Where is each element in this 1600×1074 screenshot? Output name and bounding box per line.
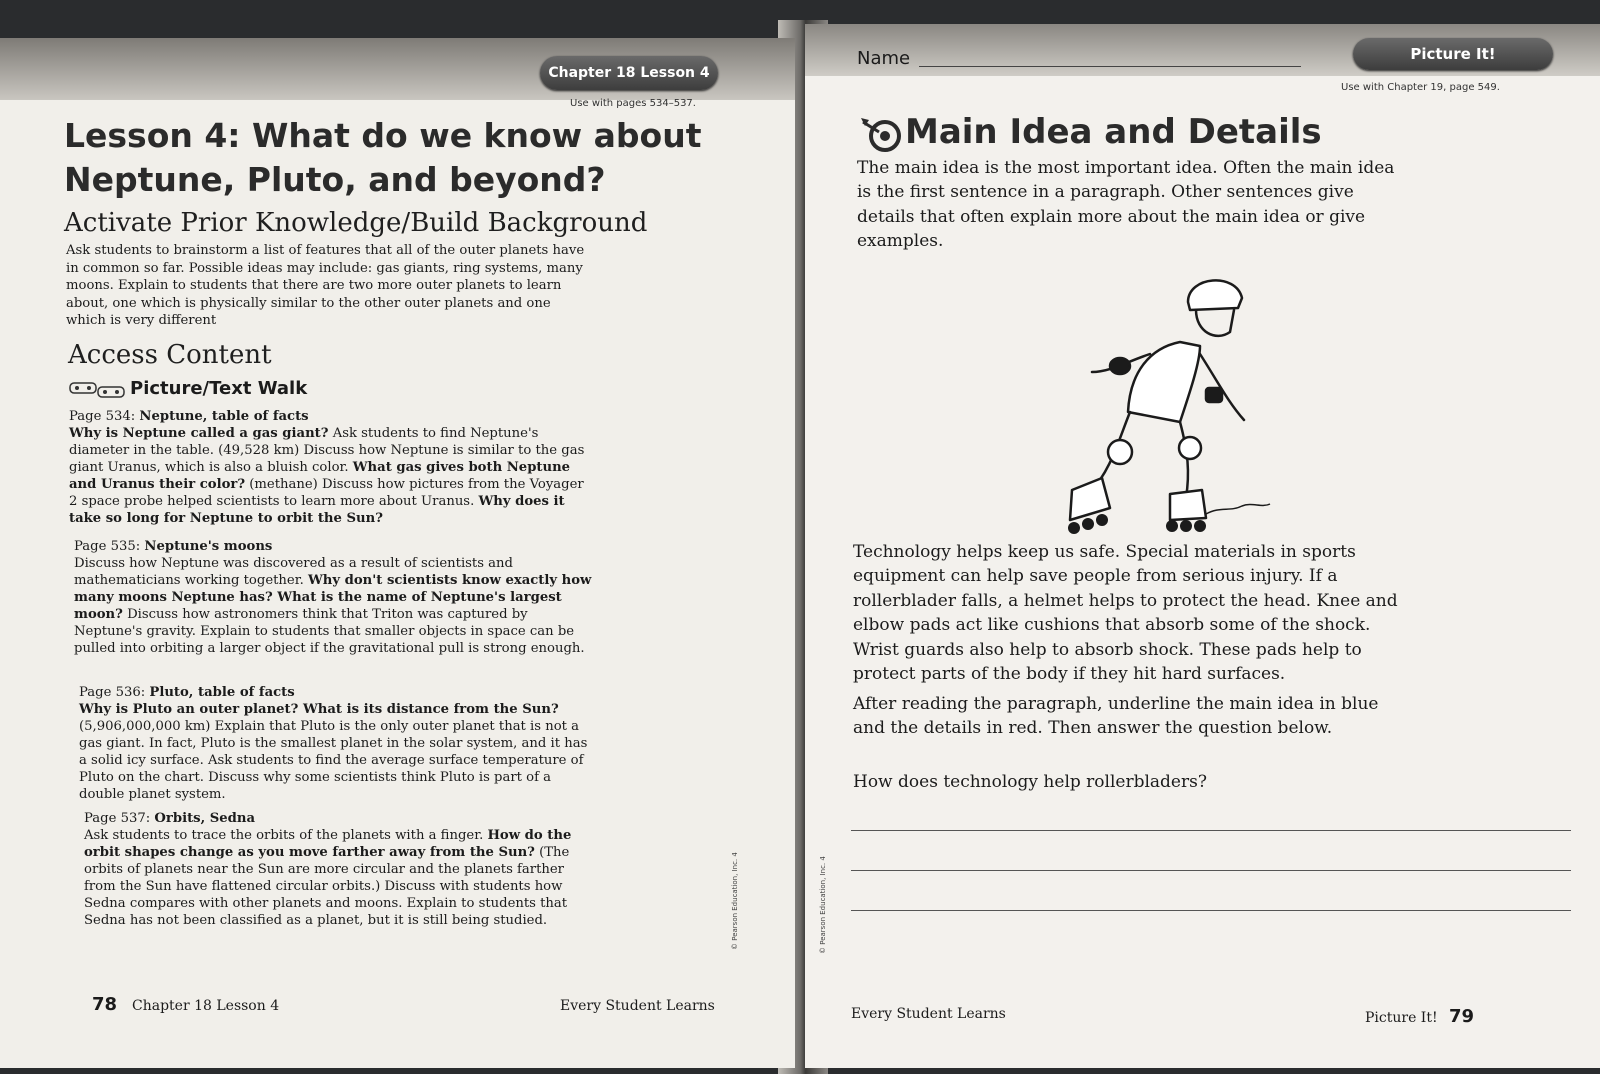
answer-line[interactable] bbox=[851, 870, 1571, 871]
section-topic: Pluto, table of facts bbox=[149, 685, 295, 700]
footer-label: Picture It! bbox=[1365, 1010, 1438, 1026]
picture-text-walk-heading: Picture/Text Walk bbox=[130, 378, 308, 399]
right-page bbox=[805, 24, 1600, 1068]
body-text: Ask students to trace the orbits of the planets with a finger. bbox=[84, 828, 488, 843]
question-text: How do the orbit shapes change as you move farther away from the Sun? bbox=[84, 828, 572, 860]
footer-series: Every Student Learns bbox=[851, 1006, 1006, 1022]
activate-text: Ask students to brainstorm a list of features that all of the outer planets have in common so far. Possible ideas may include: gas giants, ring systems, many moons. Explain to students that there are two more outer planets to learn about, one which is physically similar to the other outer planets and one which is very different bbox=[66, 243, 585, 329]
question-text: How does technology help rollerbladers? bbox=[853, 772, 1207, 792]
use-with-note: Use with Chapter 19, page 549. bbox=[1341, 82, 1500, 93]
worksheet-title: Main Idea and Details bbox=[905, 112, 1322, 152]
use-with-note: Use with pages 534–537. bbox=[570, 98, 696, 109]
lesson-title-line-1: Lesson 4: What do we know about bbox=[64, 116, 702, 155]
body-text: Discuss how astronomers think that Triton was captured by Neptune's gravity. Explain to students that smaller objects in space can be pulled into orbiting a larger object if the gravitational pull is strong enough. bbox=[74, 607, 585, 656]
copyright-note: © Pearson Education, Inc. 4 bbox=[819, 856, 827, 954]
question-text: Why is Pluto an outer planet? What is its distance from the Sun? bbox=[79, 702, 559, 717]
left-page bbox=[0, 38, 795, 1068]
section-topic: Orbits, Sedna bbox=[154, 811, 256, 826]
rollerblader-illustration bbox=[1030, 262, 1280, 552]
page-ref: Page 537: bbox=[84, 811, 151, 826]
access-content-heading: Access Content bbox=[68, 340, 272, 370]
question-text: Why is Neptune called a gas giant? bbox=[69, 426, 329, 441]
target-arrow-icon bbox=[859, 114, 907, 154]
lesson-title-line-2: Neptune, Pluto, and beyond? bbox=[64, 160, 606, 199]
section-page-537 bbox=[84, 810, 584, 929]
page-ref: Page 534: bbox=[69, 409, 136, 424]
activate-heading: Activate Prior Knowledge/Build Background bbox=[64, 208, 648, 238]
answer-line[interactable] bbox=[851, 910, 1571, 911]
question-text: Why don't scientists know exactly how many moons Neptune has? What is the name of Neptune's largest moon? bbox=[74, 573, 592, 622]
page-number: 78 bbox=[92, 994, 118, 1015]
page-ref: Page 535: bbox=[74, 539, 141, 554]
intro-text: The main idea is the most important idea. Often the main idea is the first sentence in a paragraph. Other sentences give details that often explain more about the main idea or give examples. bbox=[857, 158, 1395, 252]
page-ref: Page 536: bbox=[79, 685, 146, 700]
lesson-title bbox=[64, 114, 764, 202]
section-body bbox=[79, 702, 587, 802]
section-body bbox=[74, 556, 591, 656]
footer-chapter: Chapter 18 Lesson 4 bbox=[132, 998, 280, 1014]
chapter-lesson-tab: Chapter 18 Lesson 4 bbox=[540, 56, 718, 90]
body-text: (The orbits of planets near the Sun are more circular and the planets farther from the Sun have flattened circular orbits.) Discuss with students how Sedna compares with other planets and moons. Explain to students that Sedna has not been classified as a planet, but it is still being studied. bbox=[84, 845, 570, 928]
body-text: (5,906,000,000 km) Explain that Pluto is the only outer planet that is not a gas giant. In fact, Pluto is the smallest planet in the solar system, and it has a solid icy surface. Ask students to find the average surface temperature of Pluto on the chart. Discuss why some scientists think Pluto is part of a double planet system. bbox=[79, 719, 588, 802]
section-page-534 bbox=[69, 408, 589, 527]
section-topic: Neptune, table of facts bbox=[139, 409, 309, 424]
body-text: Ask students to find Neptune's diameter in the table. (49,528 km) Discuss how Neptune is similar to the gas giant Uranus, which is also a bluish color. bbox=[69, 426, 585, 475]
instructions-text: After reading the paragraph, underline the main idea in blue and the details in red. Then answer the question below. bbox=[853, 694, 1379, 739]
question-text: What gas gives both Neptune and Uranus their color? bbox=[69, 460, 571, 492]
name-label: Name bbox=[857, 48, 911, 69]
footer-series: Every Student Learns bbox=[560, 998, 715, 1014]
copyright-note: © Pearson Education, Inc. 4 bbox=[731, 852, 739, 950]
question-text: Why does it take so long for Neptune to orbit the Sun? bbox=[69, 494, 565, 526]
body-text: Discuss how Neptune was discovered as a result of scientists and mathematicians working together. bbox=[74, 556, 513, 588]
section-body bbox=[84, 828, 571, 928]
section-page-535 bbox=[74, 538, 592, 657]
film-strip-icon bbox=[68, 378, 128, 400]
picture-it-tab: Picture It! bbox=[1353, 38, 1553, 70]
passage-text: Technology helps keep us safe. Special materials in sports equipment can help save people from serious injury. If a rollerblader falls, a helmet helps to protect the head. Knee and elbow pads act like cushions that absorb some of the shock. Wrist guards also help to absorb shock. These pads help to protect parts of the body if they hit hard surfaces. bbox=[853, 542, 1398, 685]
section-body bbox=[69, 426, 584, 526]
section-topic: Neptune's moons bbox=[144, 539, 273, 554]
name-line bbox=[919, 66, 1301, 67]
page-number: 79 bbox=[1449, 1006, 1475, 1027]
section-page-536 bbox=[79, 684, 594, 803]
body-text: (methane) Discuss how pictures from the Voyager 2 space probe helped scientists to learn more about Uranus. bbox=[69, 477, 584, 509]
answer-line[interactable] bbox=[851, 830, 1571, 831]
